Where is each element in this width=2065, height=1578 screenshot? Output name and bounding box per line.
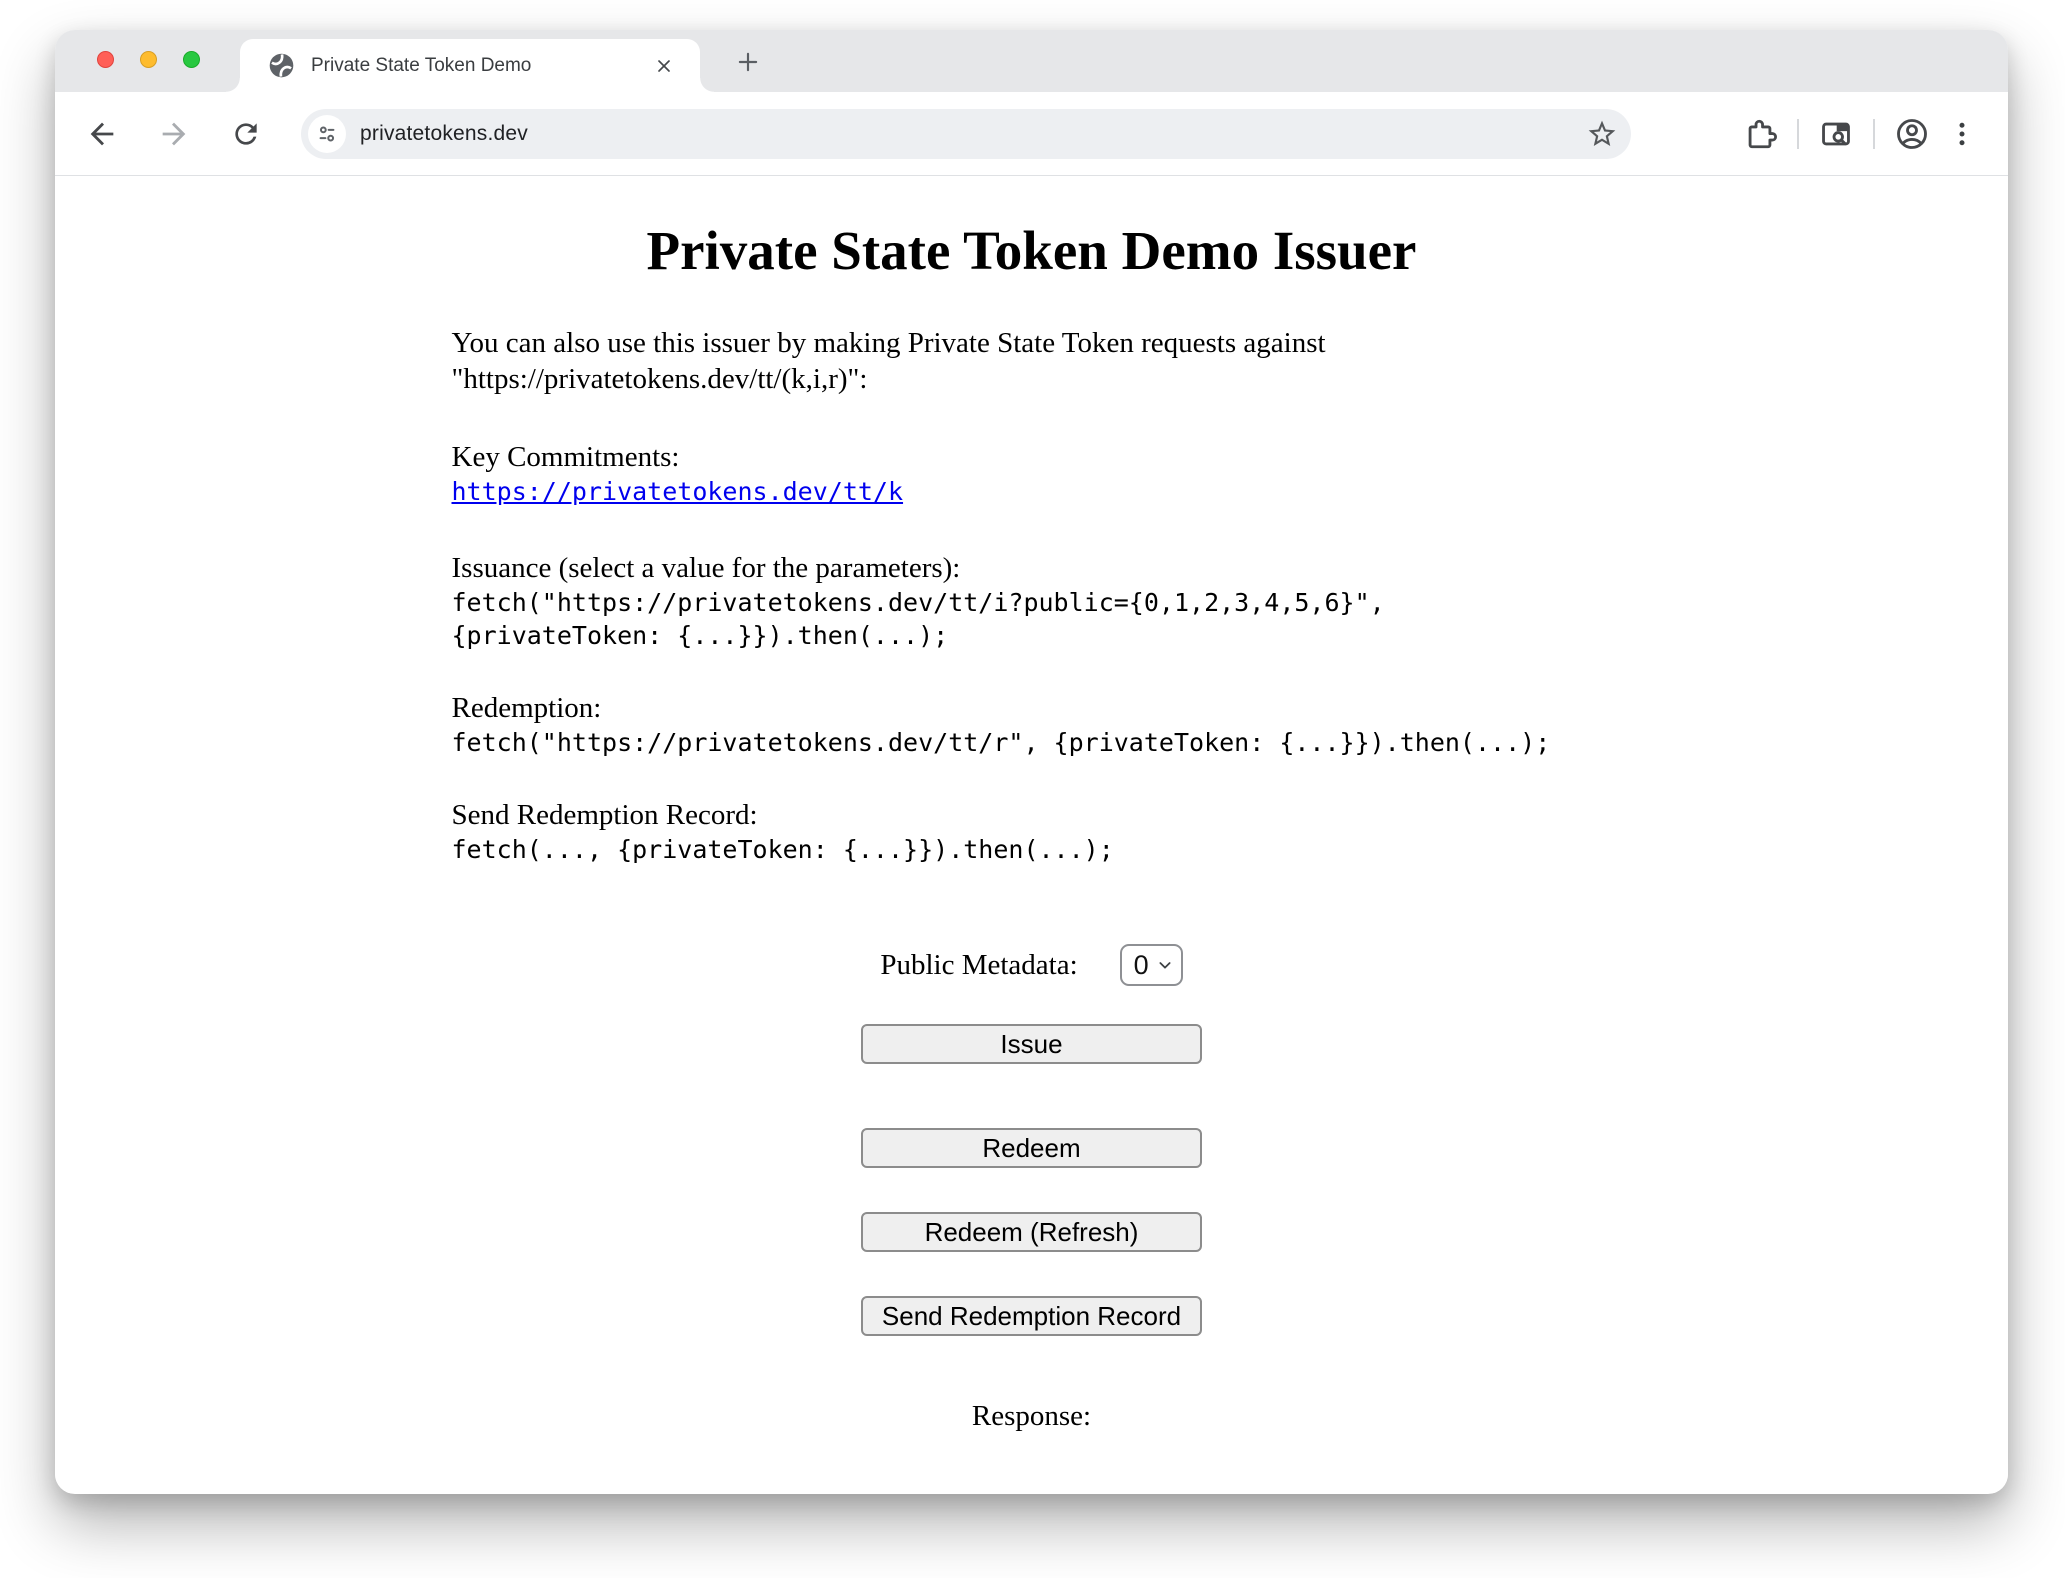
chevron-down-icon: [1157, 957, 1173, 973]
public-metadata-row: [55, 944, 2008, 986]
redemption-label: Redemption:: [451, 692, 602, 724]
browser-tab[interactable]: [240, 39, 700, 92]
site-settings-icon[interactable]: [308, 115, 346, 153]
send-redemption-record-code: fetch(..., {privateToken: {...}}).then(...);: [451, 835, 1114, 864]
redemption-code: fetch("https://privatetokens.dev/tt/r", {privateToken: {...}}).then(...);: [451, 728, 1551, 757]
demo-form: [55, 944, 2008, 1434]
tab-close-icon[interactable]: [650, 52, 678, 80]
issuance-code-line-1: fetch("https://privatetokens.dev/tt/i?public={0,1,2,3,4,5,6}",: [451, 588, 1385, 617]
page-content: [55, 176, 2008, 1493]
minimize-window-button[interactable]: [140, 51, 157, 68]
traffic-lights: [97, 51, 200, 68]
key-commitments-link[interactable]: https://privatetokens.dev/tt/k: [451, 477, 904, 506]
address-bar[interactable]: [301, 109, 1631, 159]
bookmark-star-icon[interactable]: [1585, 117, 1619, 151]
issuance-code-line-2: {privateToken: {...}}).then(...);: [451, 621, 949, 650]
new-tab-button[interactable]: [731, 45, 765, 79]
intro-line-2: "https://privatetokens.dev/tt/(k,i,r)":: [451, 363, 868, 395]
public-metadata-select[interactable]: [1120, 944, 1183, 986]
browser-window: [55, 30, 2008, 1494]
key-commitments-section: [452, 439, 1612, 508]
toolbar-right-icons: [1738, 112, 1984, 156]
issuance-section: [452, 550, 1612, 652]
redemption-section: [452, 690, 1612, 759]
issue-button[interactable]: Issue: [861, 1024, 1202, 1064]
favicon-globe-icon: [268, 52, 295, 79]
tab-title: Private State Token Demo: [311, 54, 532, 76]
close-window-button[interactable]: [97, 51, 114, 68]
browser-toolbar: [55, 92, 2008, 176]
extensions-icon[interactable]: [1738, 112, 1782, 156]
zoom-window-button[interactable]: [183, 51, 200, 68]
page-title: Private State Token Demo Issuer: [646, 220, 1417, 281]
side-search-icon[interactable]: [1814, 112, 1858, 156]
response-label: Response:: [971, 1400, 1092, 1432]
send-redemption-record-button[interactable]: Send Redemption Record: [861, 1296, 1202, 1336]
intro-paragraph: [452, 325, 1612, 397]
issuance-label: Issuance (select a value for the parameters):: [451, 552, 961, 584]
profile-icon[interactable]: [1890, 112, 1934, 156]
send-redemption-record-label: Send Redemption Record:: [451, 799, 758, 831]
url-text[interactable]: privatetokens.dev: [360, 121, 528, 145]
public-metadata-value: 0: [1133, 949, 1149, 980]
redeem-button[interactable]: Redeem: [861, 1128, 1202, 1168]
tab-strip: [55, 30, 2008, 92]
public-metadata-label: Public Metadata:: [880, 949, 1078, 981]
intro-line-1: You can also use this issuer by making Private State Token requests against: [451, 327, 1326, 359]
redeem-refresh-button[interactable]: Redeem (Refresh): [861, 1212, 1202, 1252]
back-icon[interactable]: [79, 111, 125, 157]
toolbar-divider: [1797, 119, 1799, 149]
toolbar-divider: [1873, 119, 1875, 149]
menu-dots-icon[interactable]: [1940, 112, 1984, 156]
reload-icon[interactable]: [223, 111, 269, 157]
key-commitments-label: Key Commitments:: [451, 441, 680, 473]
send-redemption-record-section: [452, 797, 1612, 866]
forward-icon[interactable]: [151, 111, 197, 157]
